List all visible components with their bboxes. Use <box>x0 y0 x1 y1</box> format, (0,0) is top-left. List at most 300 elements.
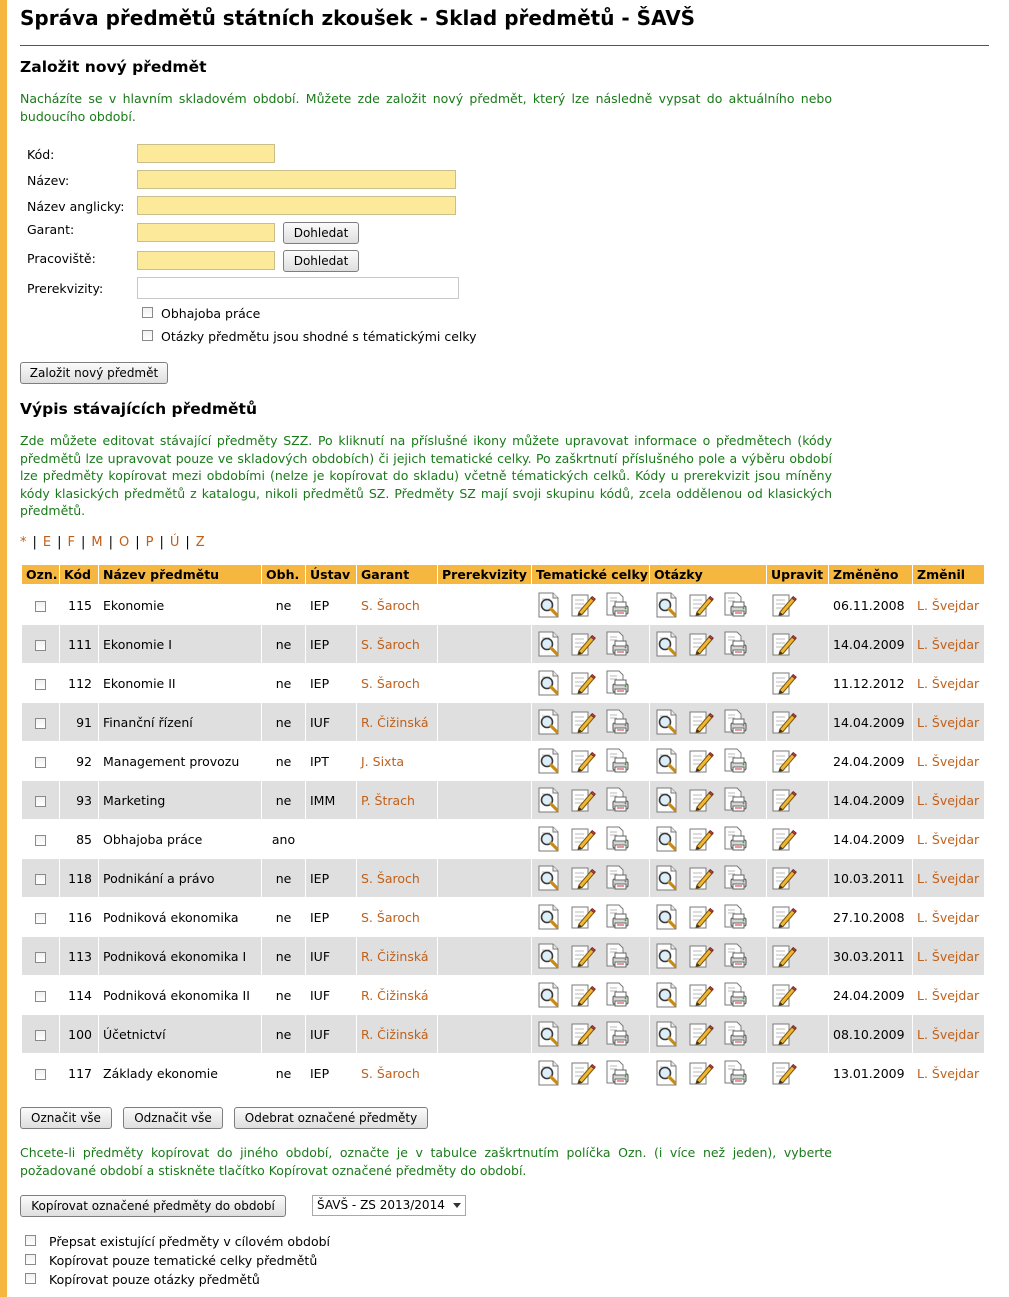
kod-cell: 93 <box>60 780 98 819</box>
ustav-cell: IEP <box>306 1053 356 1092</box>
zmenil-link[interactable]: L. Švejdar <box>913 897 984 936</box>
letter-filter-link[interactable]: P <box>145 535 154 550</box>
prerekvizity-cell <box>438 858 531 897</box>
magnifier-icon[interactable] <box>654 709 680 735</box>
pencil-icon[interactable] <box>570 709 596 735</box>
printer-icon[interactable] <box>722 787 748 813</box>
pencil-icon[interactable] <box>771 1021 797 1047</box>
pencil-icon[interactable] <box>771 826 797 852</box>
topics-actions <box>532 1053 649 1092</box>
magnifier-icon[interactable] <box>654 1021 680 1047</box>
magnifier-icon[interactable] <box>536 709 562 735</box>
select-cell <box>22 702 59 741</box>
kod-cell: 91 <box>60 702 98 741</box>
column-header: Ústav <box>306 565 356 585</box>
printer-icon[interactable] <box>604 982 630 1008</box>
zmeneno-cell: 24.04.2009 <box>829 975 912 1014</box>
garant-link[interactable]: S. Šaroch <box>357 1053 437 1092</box>
pencil-icon[interactable] <box>570 787 596 813</box>
magnifier-icon[interactable] <box>536 826 562 852</box>
letter-separator: | <box>32 535 37 550</box>
row-checkbox[interactable] <box>35 991 46 1002</box>
kod-cell: 92 <box>60 741 98 780</box>
magnifier-icon[interactable] <box>654 826 680 852</box>
pencil-icon[interactable] <box>570 1021 596 1047</box>
pencil-icon[interactable] <box>688 592 714 618</box>
obh-cell: ne <box>262 858 305 897</box>
deselect-all-button[interactable]: Odznačit vše <box>123 1107 223 1129</box>
letter-filter-link[interactable]: Ú <box>169 535 180 550</box>
otazky-shodne-checkbox-label: Otázky předmětu jsou shodné s tématickými celky <box>161 329 477 344</box>
edit-action <box>767 663 828 702</box>
row-checkbox[interactable] <box>35 835 46 846</box>
garant-link[interactable]: S. Šaroch <box>357 663 437 702</box>
row-checkbox[interactable] <box>35 913 46 924</box>
ustav-cell: IUF <box>306 702 356 741</box>
pencil-icon[interactable] <box>570 904 596 930</box>
letter-filter-link[interactable]: * <box>20 535 27 550</box>
row-checkbox[interactable] <box>35 952 46 963</box>
pencil-icon[interactable] <box>771 709 797 735</box>
edit-action <box>767 819 828 858</box>
list-info: Zde můžete editovat stávající předměty SZZ. Po kliknutí na příslušné ikony můžete upravovat informace o předmětech (kódy předmětů lze upravovat pouze ve skladových obdobích) či jejich tematické celky. Po zaškrtnutí příslušného pole a výběru období lze předměty kopírovat mezi obdobími (nelze je kopírovat do skladu) včetně tématických celků. Kódy u prerekvizit jsou míněny kódy klasických předmětů z katalogu, nikoli předmětů SZ. Předměty SZ mají svoji skupinu kódů, zcela oddělenou od klasických předmětů. <box>20 433 832 518</box>
magnifier-icon[interactable] <box>654 943 680 969</box>
zmenil-link[interactable]: L. Švejdar <box>913 741 984 780</box>
magnifier-icon[interactable] <box>654 787 680 813</box>
kod-cell: 111 <box>60 624 98 663</box>
topics-actions <box>532 741 649 780</box>
zmenil-link[interactable]: L. Švejdar <box>913 1014 984 1053</box>
column-header: Obh. <box>262 565 305 585</box>
magnifier-icon[interactable] <box>536 865 562 891</box>
column-header: Tematické celky <box>532 565 649 585</box>
printer-icon[interactable] <box>604 904 630 930</box>
prerekvizity-cell <box>438 1053 531 1092</box>
select-all-button[interactable]: Označit vše <box>20 1107 112 1129</box>
printer-icon[interactable] <box>604 826 630 852</box>
row-checkbox[interactable] <box>35 1030 46 1041</box>
obh-cell: ne <box>262 1053 305 1092</box>
printer-icon[interactable] <box>604 709 630 735</box>
pencil-icon[interactable] <box>688 787 714 813</box>
row-checkbox[interactable] <box>35 757 46 768</box>
magnifier-icon[interactable] <box>654 1060 680 1086</box>
select-cell <box>22 858 59 897</box>
table-row <box>22 819 984 858</box>
garant-link[interactable]: R. Čižinská <box>357 702 437 741</box>
create-subject-button[interactable]: Založit nový předmět <box>20 362 168 384</box>
prerekvizity-cell <box>438 663 531 702</box>
obhajoba-checkbox-label: Obhajoba práce <box>161 306 261 321</box>
zmenil-link[interactable]: L. Švejdar <box>913 975 984 1014</box>
ustav-cell: IEP <box>306 897 356 936</box>
garant-link[interactable]: R. Čižinská <box>357 1014 437 1053</box>
letter-filter-link[interactable]: O <box>118 535 130 550</box>
zmeneno-cell: 14.04.2009 <box>829 702 912 741</box>
magnifier-icon[interactable] <box>536 748 562 774</box>
table-row <box>22 624 984 663</box>
copy-topics-only-checkbox[interactable] <box>25 1254 36 1265</box>
letter-separator: | <box>185 535 190 550</box>
topics-actions <box>532 780 649 819</box>
pencil-icon[interactable] <box>688 748 714 774</box>
letter-filter-link[interactable]: M <box>91 535 103 550</box>
nazev-cell: Podniková ekonomika I <box>99 936 261 975</box>
obh-cell: ne <box>262 936 305 975</box>
column-header: Změněno <box>829 565 912 585</box>
magnifier-icon[interactable] <box>654 631 680 657</box>
pencil-icon[interactable] <box>688 1021 714 1047</box>
pencil-icon[interactable] <box>771 787 797 813</box>
letter-filter-link[interactable]: E <box>42 535 52 550</box>
pencil-icon[interactable] <box>771 865 797 891</box>
topics-actions <box>532 1014 649 1053</box>
questions-actions <box>650 780 766 819</box>
magnifier-icon[interactable] <box>654 748 680 774</box>
letter-filter-link[interactable]: F <box>67 535 75 550</box>
label-nazev-en: Název anglicky: <box>27 199 125 214</box>
column-header: Kód <box>60 565 98 585</box>
pencil-icon[interactable] <box>688 631 714 657</box>
select-cell <box>22 1014 59 1053</box>
pencil-icon[interactable] <box>688 904 714 930</box>
pencil-icon[interactable] <box>688 1060 714 1086</box>
edit-action <box>767 858 828 897</box>
nazev-cell: Základy ekonomie <box>99 1053 261 1092</box>
prerekvizity-cell <box>438 819 531 858</box>
edit-action <box>767 585 828 624</box>
edit-action <box>767 702 828 741</box>
magnifier-icon[interactable] <box>536 631 562 657</box>
edit-action <box>767 936 828 975</box>
nazev-cell: Management provozu <box>99 741 261 780</box>
questions-actions <box>650 936 766 975</box>
copy-to-period-button[interactable]: Kopírovat označené předměty do období <box>20 1195 286 1217</box>
zmenil-link[interactable]: L. Švejdar <box>913 819 984 858</box>
questions-actions <box>650 819 766 858</box>
garant-link[interactable]: R. Čižinská <box>357 936 437 975</box>
prerekvizity-cell <box>438 975 531 1014</box>
pencil-icon[interactable] <box>771 982 797 1008</box>
zmeneno-cell: 24.04.2009 <box>829 741 912 780</box>
garant-link[interactable]: S. Šaroch <box>357 897 437 936</box>
pencil-icon[interactable] <box>771 943 797 969</box>
kod-cell: 113 <box>60 936 98 975</box>
select-cell <box>22 897 59 936</box>
letter-separator: | <box>135 535 140 550</box>
nazev-cell: Finanční řízení <box>99 702 261 741</box>
remove-selected-button[interactable]: Odebrat označené předměty <box>234 1107 428 1129</box>
pencil-icon[interactable] <box>688 865 714 891</box>
column-header: Upravit <box>767 565 828 585</box>
garant-link[interactable]: R. Čižinská <box>357 975 437 1014</box>
obh-cell: ne <box>262 897 305 936</box>
pracoviste-input[interactable] <box>137 251 275 270</box>
pencil-icon[interactable] <box>771 670 797 696</box>
ustav-cell: IPT <box>306 741 356 780</box>
magnifier-icon[interactable] <box>536 1021 562 1047</box>
period-select-value: ŠAVŠ - ZS 2013/2014 <box>317 1198 445 1212</box>
printer-icon[interactable] <box>604 1060 630 1086</box>
garant-input[interactable] <box>137 223 275 242</box>
copy-info: Chcete-li předměty kopírovat do jiného období, označte je v tabulce zaškrtnutím políčka Ozn. (i více než jeden), vyberte požadované období a stiskněte tlačítko Kopírovat označené předměty do období. <box>20 1145 832 1178</box>
pencil-icon[interactable] <box>771 1060 797 1086</box>
questions-actions <box>650 663 766 702</box>
garant-lookup-button[interactable]: Dohledat <box>283 222 359 244</box>
prerekvizity-cell <box>438 702 531 741</box>
obh-cell: ano <box>262 819 305 858</box>
pencil-icon[interactable] <box>570 865 596 891</box>
printer-icon[interactable] <box>722 982 748 1008</box>
magnifier-icon[interactable] <box>654 865 680 891</box>
row-checkbox[interactable] <box>35 718 46 729</box>
garant-link[interactable]: P. Štrach <box>357 780 437 819</box>
table-row <box>22 975 984 1014</box>
letter-separator: | <box>159 535 164 550</box>
table-row <box>22 585 984 624</box>
nazev-cell: Marketing <box>99 780 261 819</box>
edit-action <box>767 897 828 936</box>
table-row <box>22 897 984 936</box>
printer-icon[interactable] <box>722 904 748 930</box>
zmeneno-cell: 11.12.2012 <box>829 663 912 702</box>
garant-link[interactable]: J. Sixta <box>357 741 437 780</box>
pencil-icon[interactable] <box>570 670 596 696</box>
obh-cell: ne <box>262 702 305 741</box>
obh-cell: ne <box>262 780 305 819</box>
pencil-icon[interactable] <box>771 748 797 774</box>
pencil-icon[interactable] <box>688 709 714 735</box>
edit-action <box>767 624 828 663</box>
printer-icon[interactable] <box>722 1060 748 1086</box>
pracoviste-lookup-button[interactable]: Dohledat <box>283 250 359 272</box>
topics-actions <box>532 624 649 663</box>
printer-icon[interactable] <box>722 592 748 618</box>
topics-actions <box>532 975 649 1014</box>
kod-cell: 116 <box>60 897 98 936</box>
garant-link[interactable]: S. Šaroch <box>357 624 437 663</box>
ustav-cell: IUF <box>306 936 356 975</box>
obh-cell: ne <box>262 585 305 624</box>
pencil-icon[interactable] <box>570 748 596 774</box>
table-row <box>22 780 984 819</box>
obh-cell: ne <box>262 1014 305 1053</box>
letter-filter <box>20 535 205 550</box>
nazev-en-input[interactable] <box>137 196 456 215</box>
nazev-cell: Ekonomie <box>99 585 261 624</box>
magnifier-icon[interactable] <box>536 592 562 618</box>
column-header: Prerekvizity <box>438 565 531 585</box>
row-checkbox[interactable] <box>35 796 46 807</box>
zmenil-link[interactable]: L. Švejdar <box>913 702 984 741</box>
printer-icon[interactable] <box>604 865 630 891</box>
magnifier-icon[interactable] <box>536 670 562 696</box>
page-title: Správa předmětů státních zkoušek - Sklad předmětů - ŠAVŠ <box>20 6 696 30</box>
otazky-shodne-checkbox[interactable] <box>142 330 153 341</box>
letter-separator: | <box>57 535 62 550</box>
edit-action <box>767 1053 828 1092</box>
table-row <box>22 936 984 975</box>
magnifier-icon[interactable] <box>536 787 562 813</box>
row-checkbox[interactable] <box>35 601 46 612</box>
questions-actions <box>650 975 766 1014</box>
prerekvizity-cell <box>438 585 531 624</box>
pencil-icon[interactable] <box>771 904 797 930</box>
ustav-cell: IUF <box>306 975 356 1014</box>
zmeneno-cell: 14.04.2009 <box>829 819 912 858</box>
select-cell <box>22 1053 59 1092</box>
obhajoba-checkbox[interactable] <box>142 307 153 318</box>
copy-questions-only-checkbox[interactable] <box>25 1273 36 1284</box>
edit-action <box>767 780 828 819</box>
ustav-cell: IEP <box>306 858 356 897</box>
table-row <box>22 858 984 897</box>
magnifier-icon[interactable] <box>654 904 680 930</box>
questions-actions <box>650 624 766 663</box>
pencil-icon[interactable] <box>570 592 596 618</box>
pencil-icon[interactable] <box>688 943 714 969</box>
obh-cell: ne <box>262 663 305 702</box>
prerekvizity-cell <box>438 936 531 975</box>
ustav-cell: IUF <box>306 1014 356 1053</box>
magnifier-icon[interactable] <box>536 904 562 930</box>
zmeneno-cell: 10.03.2011 <box>829 858 912 897</box>
prerekvizity-input[interactable] <box>137 277 459 299</box>
select-cell <box>22 624 59 663</box>
printer-icon[interactable] <box>604 592 630 618</box>
select-cell <box>22 975 59 1014</box>
pencil-icon[interactable] <box>771 631 797 657</box>
zmenil-link[interactable]: L. Švejdar <box>913 858 984 897</box>
printer-icon[interactable] <box>722 631 748 657</box>
title-divider <box>20 45 989 46</box>
zmeneno-cell: 06.11.2008 <box>829 585 912 624</box>
prerekvizity-cell <box>438 897 531 936</box>
table-row <box>22 1053 984 1092</box>
table-row <box>22 663 984 702</box>
column-header: Garant <box>357 565 437 585</box>
magnifier-icon[interactable] <box>536 943 562 969</box>
zmenil-link[interactable]: L. Švejdar <box>913 624 984 663</box>
printer-icon[interactable] <box>604 943 630 969</box>
nazev-cell: Podniková ekonomika II <box>99 975 261 1014</box>
magnifier-icon[interactable] <box>654 982 680 1008</box>
prerekvizity-cell <box>438 780 531 819</box>
row-checkbox[interactable] <box>35 1069 46 1080</box>
pencil-icon[interactable] <box>570 1060 596 1086</box>
magnifier-icon[interactable] <box>536 1060 562 1086</box>
pencil-icon[interactable] <box>570 826 596 852</box>
printer-icon[interactable] <box>604 670 630 696</box>
subjects-table <box>21 565 985 1092</box>
nazev-cell: Podnikání a právo <box>99 858 261 897</box>
row-checkbox[interactable] <box>35 640 46 651</box>
zmenil-link[interactable]: L. Švejdar <box>913 585 984 624</box>
zmeneno-cell: 14.04.2009 <box>829 780 912 819</box>
pencil-icon[interactable] <box>771 592 797 618</box>
zmeneno-cell: 13.01.2009 <box>829 1053 912 1092</box>
table-header-row <box>22 565 984 585</box>
row-checkbox[interactable] <box>35 874 46 885</box>
label-kod: Kód: <box>27 147 55 162</box>
printer-icon[interactable] <box>722 748 748 774</box>
obh-cell: ne <box>262 624 305 663</box>
garant-link[interactable]: S. Šaroch <box>357 585 437 624</box>
table-row <box>22 1014 984 1053</box>
label-prerekvizity: Prerekvizity: <box>27 281 104 296</box>
select-cell <box>22 741 59 780</box>
zmenil-link[interactable]: L. Švejdar <box>913 936 984 975</box>
create-info: Nacházíte se v hlavním skladovém období. Můžete zde založit nový předmět, který lze následně vypsat do aktuálního nebo budoucího období. <box>20 91 832 124</box>
zmenil-link[interactable]: L. Švejdar <box>913 663 984 702</box>
questions-actions <box>650 1014 766 1053</box>
printer-icon[interactable] <box>604 748 630 774</box>
printer-icon[interactable] <box>722 826 748 852</box>
period-select[interactable] <box>312 1195 466 1216</box>
printer-icon[interactable] <box>722 1021 748 1047</box>
ustav-cell <box>306 819 356 858</box>
nazev-input[interactable] <box>137 170 456 189</box>
copy-topics-only-checkbox-label: Kopírovat pouze tematické celky předmětů <box>49 1253 318 1268</box>
printer-icon[interactable] <box>722 943 748 969</box>
select-cell <box>22 819 59 858</box>
nazev-cell: Účetnictví <box>99 1014 261 1053</box>
kod-input[interactable] <box>137 144 275 163</box>
label-pracoviste: Pracoviště: <box>27 251 96 266</box>
pencil-icon[interactable] <box>570 982 596 1008</box>
zmenil-link[interactable]: L. Švejdar <box>913 1053 984 1092</box>
edit-action <box>767 741 828 780</box>
zmeneno-cell: 27.10.2008 <box>829 897 912 936</box>
pencil-icon[interactable] <box>570 631 596 657</box>
pencil-icon[interactable] <box>688 826 714 852</box>
questions-actions <box>650 702 766 741</box>
pencil-icon[interactable] <box>570 943 596 969</box>
letter-filter-link[interactable]: Z <box>195 535 205 550</box>
kod-cell: 100 <box>60 1014 98 1053</box>
printer-icon[interactable] <box>722 709 748 735</box>
garant-link[interactable]: S. Šaroch <box>357 858 437 897</box>
kod-cell: 112 <box>60 663 98 702</box>
overwrite-checkbox[interactable] <box>25 1235 36 1246</box>
printer-icon[interactable] <box>722 865 748 891</box>
ustav-cell: IEP <box>306 624 356 663</box>
letter-separator: | <box>80 535 86 550</box>
topics-actions <box>532 936 649 975</box>
nazev-cell: Podniková ekonomika <box>99 897 261 936</box>
printer-icon[interactable] <box>604 631 630 657</box>
zmeneno-cell: 30.03.2011 <box>829 936 912 975</box>
nazev-cell: Ekonomie II <box>99 663 261 702</box>
printer-icon[interactable] <box>604 1021 630 1047</box>
column-header: Změnil <box>913 565 984 585</box>
nazev-cell: Obhajoba práce <box>99 819 261 858</box>
row-checkbox[interactable] <box>35 679 46 690</box>
zmenil-link[interactable]: L. Švejdar <box>913 780 984 819</box>
magnifier-icon[interactable] <box>536 982 562 1008</box>
topics-actions <box>532 702 649 741</box>
zmeneno-cell: 14.04.2009 <box>829 624 912 663</box>
select-cell <box>22 936 59 975</box>
ustav-cell: IMM <box>306 780 356 819</box>
pencil-icon[interactable] <box>688 982 714 1008</box>
magnifier-icon[interactable] <box>654 592 680 618</box>
table-row <box>22 702 984 741</box>
kod-cell: 115 <box>60 585 98 624</box>
garant-link[interactable] <box>357 819 437 858</box>
obh-cell: ne <box>262 975 305 1014</box>
printer-icon[interactable] <box>604 787 630 813</box>
